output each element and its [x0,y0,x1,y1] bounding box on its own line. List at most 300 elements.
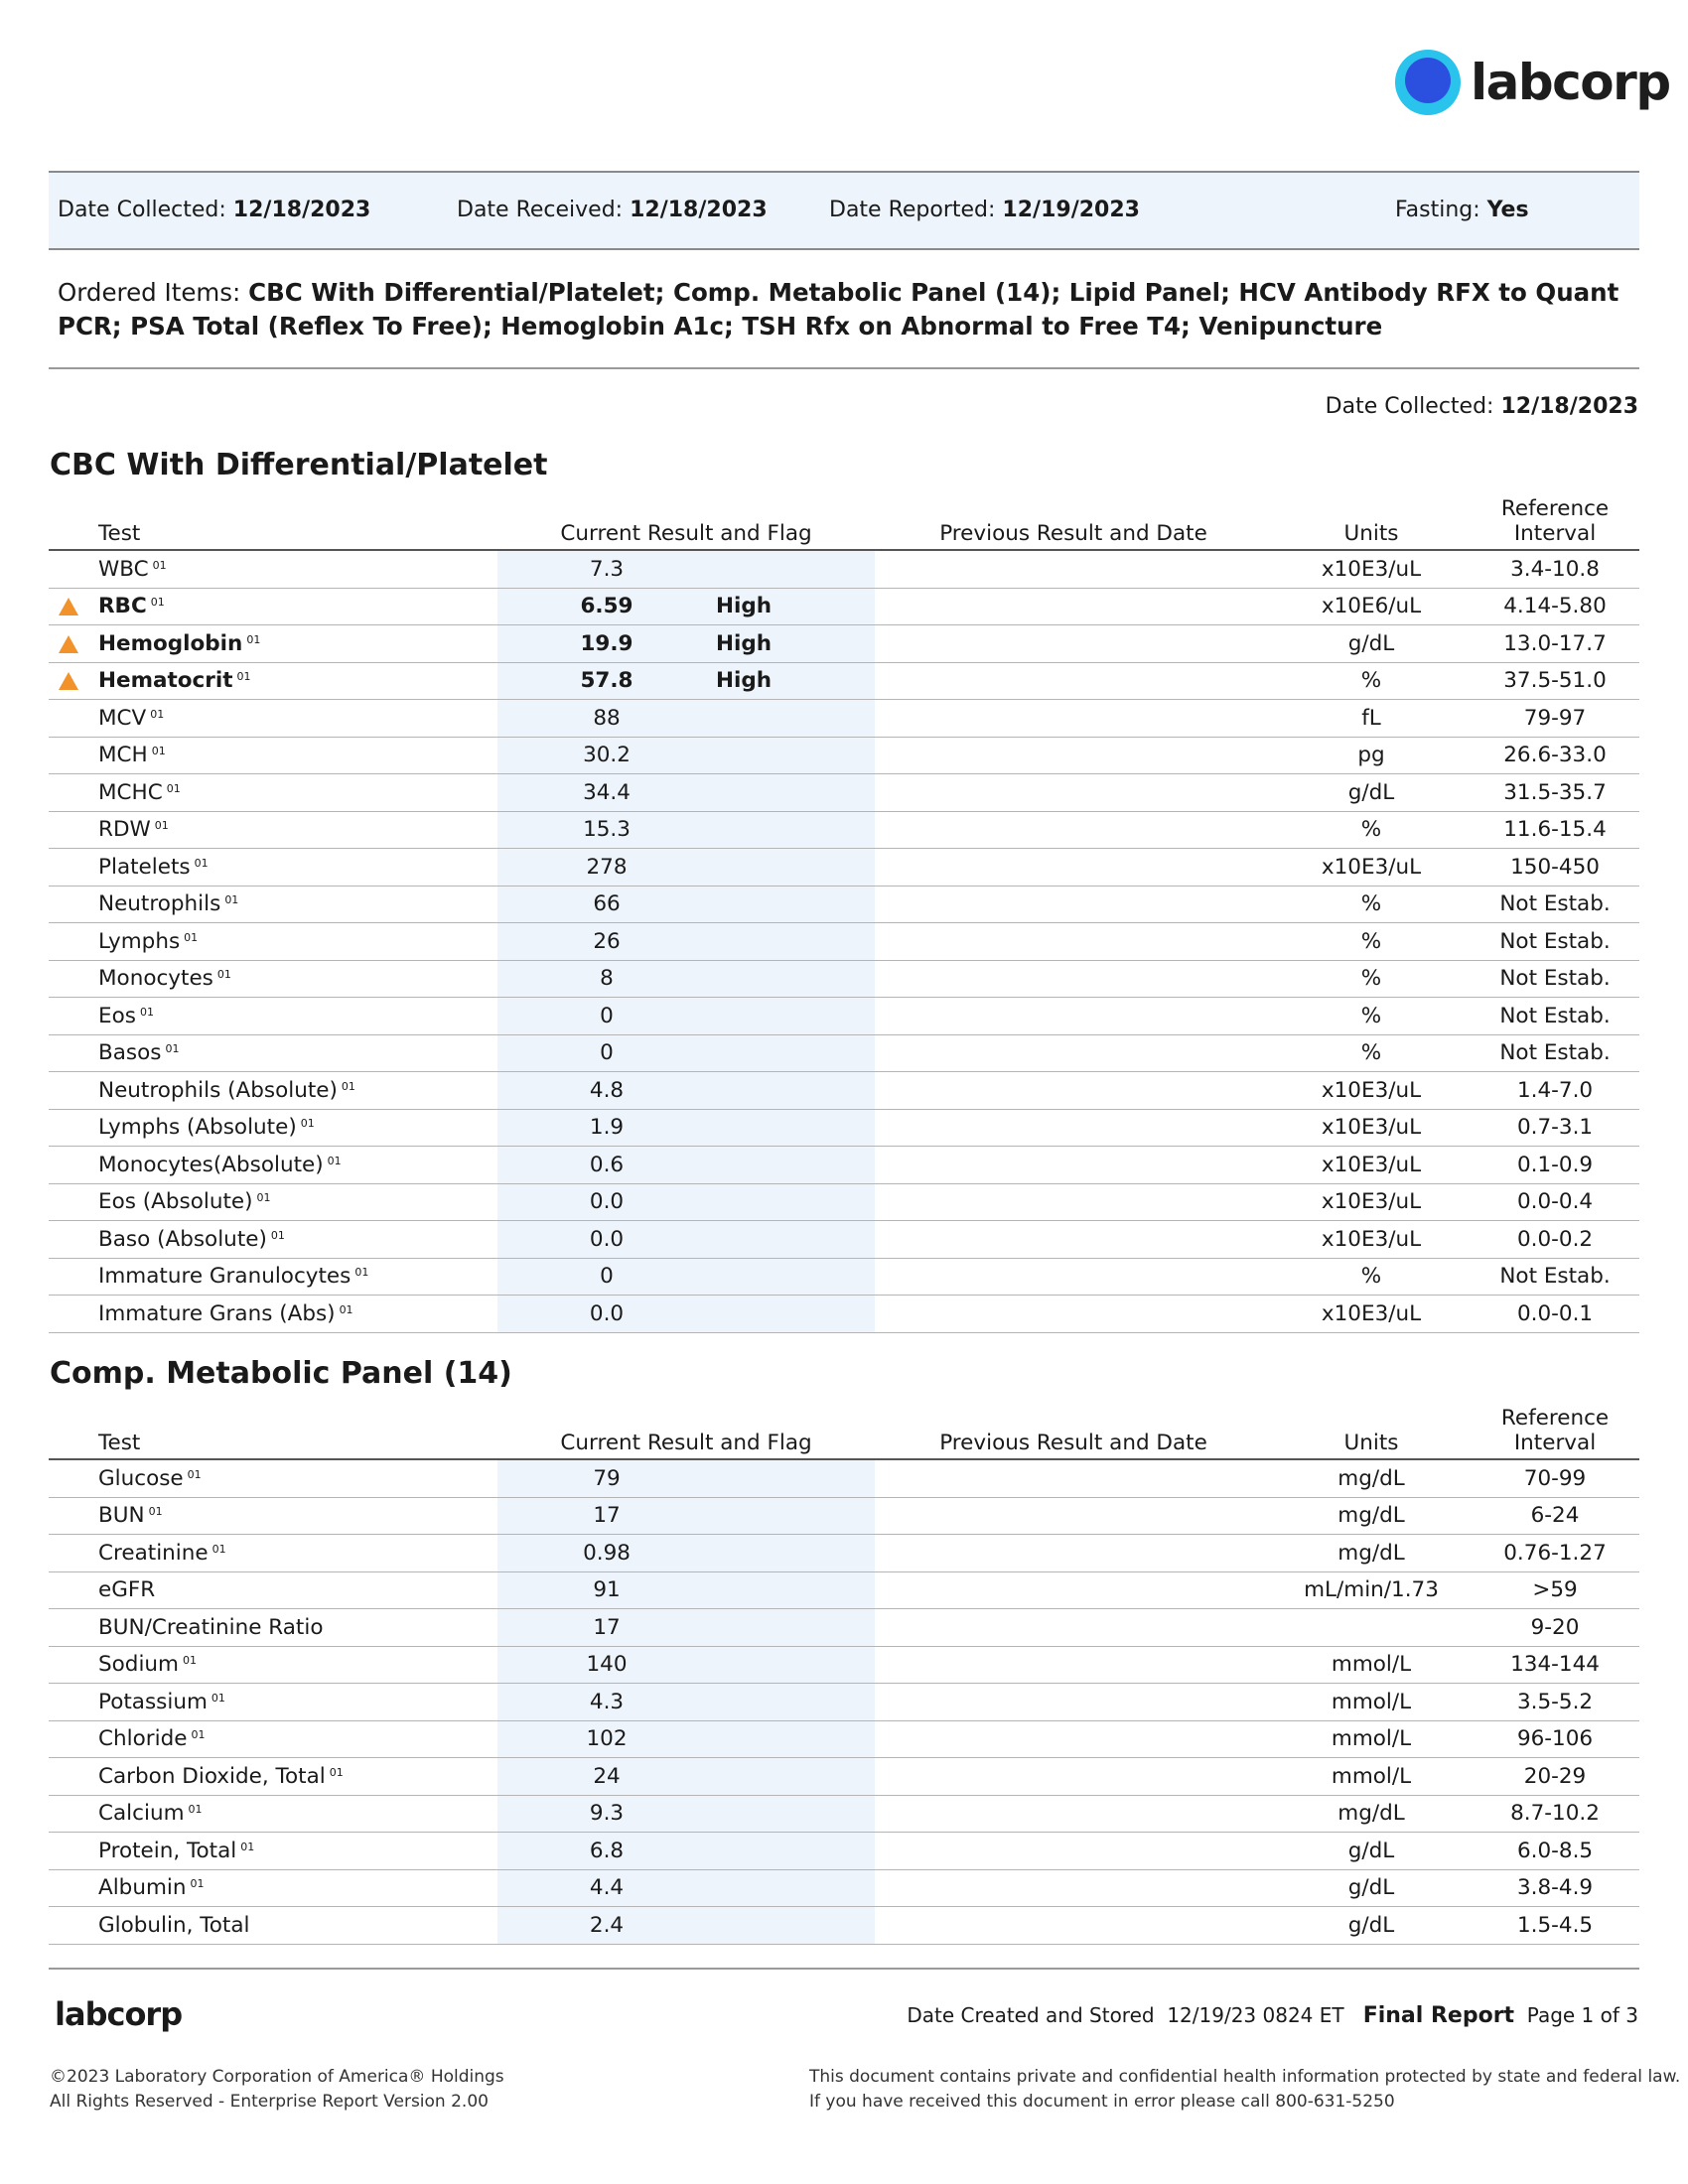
result-flag [716,1147,875,1184]
current-result: 9.3 [497,1795,716,1833]
result-flag [716,811,875,849]
test-name-text: Potassium [98,1689,208,1714]
previous-result [875,849,1272,887]
site-code: 01 [150,596,165,610]
test-name [98,1795,497,1833]
date-received: Date Received: 12/18/2023 [457,198,768,222]
table-row [49,1459,1639,1497]
result-flag [716,1869,875,1907]
result-flag: High [716,625,875,663]
units: x10E3/uL [1272,1296,1471,1333]
reference-interval: 70-99 [1471,1459,1639,1497]
flag-icon-cell [49,1109,98,1147]
table-row [49,1758,1639,1796]
units: pg [1272,737,1471,774]
site-code: 01 [194,856,209,870]
result-flag [716,886,875,923]
result-flag [716,737,875,774]
col-units: Units [1272,496,1471,550]
privacy-notice: This document contains private and confidential health information protected by state and federal law. If you have received this document in error please call 800-631-5250 [809,2067,1681,2112]
flag-icon-cell [49,1869,98,1907]
result-flag [716,550,875,588]
footer-logo: labcorp [55,1995,183,2033]
result-flag [716,1571,875,1609]
test-name-text: Hemoglobin [98,630,243,656]
current-result: 17 [497,1497,716,1535]
reference-interval: Not Estab. [1471,1258,1639,1296]
logo-circle-icon [1395,50,1461,115]
test-name-text: Protein, Total [98,1838,237,1863]
reference-interval: Not Estab. [1471,960,1639,998]
result-flag [716,998,875,1035]
table-row [49,1869,1639,1907]
units: g/dL [1272,1869,1471,1907]
units: mg/dL [1272,1459,1471,1497]
test-name [98,998,497,1035]
reference-interval: 1.5-4.5 [1471,1907,1639,1945]
warning-triangle-icon [59,635,78,653]
cmp-section-title: Comp. Metabolic Panel (14) [50,1356,512,1391]
test-name [98,1497,497,1535]
site-code: 01 [300,1117,315,1131]
flag-icon-cell [49,625,98,663]
result-flag [716,1296,875,1333]
site-code: 01 [187,1467,202,1481]
reference-interval: 4.14-5.80 [1471,588,1639,625]
test-name-text: Eos (Absolute) [98,1189,253,1215]
test-name-text: Monocytes(Absolute) [98,1152,324,1177]
logo-text: labcorp [1471,54,1670,111]
flag-icon-cell [49,1296,98,1333]
site-code: 01 [211,1691,225,1705]
previous-result [875,662,1272,700]
current-result: 30.2 [497,737,716,774]
current-result: 79 [497,1459,716,1497]
cbc-section-title: CBC With Differential/Platelet [50,448,548,482]
reference-interval: Not Estab. [1471,1034,1639,1072]
result-flag [716,923,875,961]
date-collected: Date Collected: 12/18/2023 [58,198,371,222]
test-name-text: BUN [98,1503,145,1529]
section-date-collected: Date Collected: 12/18/2023 [1325,394,1638,419]
test-name [98,1109,497,1147]
flag-icon-cell [49,1609,98,1647]
previous-result [875,1034,1272,1072]
test-name [98,1183,497,1221]
col-current: Current Result and Flag [497,1406,875,1459]
test-name-text: Platelets [98,854,191,880]
result-flag [716,1109,875,1147]
table-row [49,1497,1639,1535]
warning-triangle-icon [59,598,78,615]
reference-interval: 13.0-17.7 [1471,625,1639,663]
site-code: 01 [224,893,239,907]
result-flag [716,960,875,998]
test-name [98,774,497,812]
current-result: 88 [497,700,716,738]
result-flag: High [716,662,875,700]
test-name-text: Hematocrit [98,668,233,694]
previous-result [875,1720,1272,1758]
current-result: 0.0 [497,1183,716,1221]
reference-interval: 79-97 [1471,700,1639,738]
flag-icon-cell [49,1459,98,1497]
test-name-text: Neutrophils [98,891,221,917]
test-name [98,1907,497,1945]
flag-icon-cell [49,1907,98,1945]
table-row [49,1720,1639,1758]
table-row [49,662,1639,700]
site-code: 01 [166,781,181,795]
units: % [1272,998,1471,1035]
test-name-text: MCHC [98,779,163,805]
reference-interval: Not Estab. [1471,998,1639,1035]
test-name-text: Monocytes [98,966,213,992]
units: mmol/L [1272,1720,1471,1758]
current-result: 1.9 [497,1109,716,1147]
flag-icon-cell [49,960,98,998]
units: g/dL [1272,1833,1471,1870]
units: x10E3/uL [1272,550,1471,588]
site-code: 01 [148,1505,163,1519]
previous-result [875,625,1272,663]
table-row [49,1833,1639,1870]
table-row [49,960,1639,998]
flag-icon-cell [49,737,98,774]
previous-result [875,1459,1272,1497]
previous-result [875,1869,1272,1907]
table-row [49,774,1639,812]
table-row [49,923,1639,961]
fasting-status: Fasting: Yes [1395,198,1529,222]
result-flag [716,1535,875,1572]
site-code: 01 [270,1228,285,1242]
result-flag [716,1072,875,1110]
reference-interval: 37.5-51.0 [1471,662,1639,700]
test-name [98,1609,497,1647]
test-name-text: Immature Granulocytes [98,1264,352,1290]
site-code: 01 [339,1302,353,1316]
flag-icon-cell [49,774,98,812]
site-code: 01 [150,707,165,721]
test-name-text: eGFR [98,1577,156,1603]
previous-result [875,1296,1272,1333]
test-name-text: Glucose [98,1465,184,1491]
result-flag [716,700,875,738]
current-result: 66 [497,886,716,923]
col-test: Test [98,496,497,550]
reference-interval: 0.7-3.1 [1471,1109,1639,1147]
reference-interval: 150-450 [1471,849,1639,887]
table-row [49,1795,1639,1833]
previous-result [875,923,1272,961]
flag-icon-cell [49,1497,98,1535]
units: x10E6/uL [1272,588,1471,625]
previous-result [875,1221,1272,1259]
current-result: 24 [497,1758,716,1796]
test-name-text: Sodium [98,1652,179,1678]
table-row [49,550,1639,588]
test-name-text: Creatinine [98,1540,209,1566]
previous-result [875,1609,1272,1647]
col-reference: Reference Interval [1471,496,1639,550]
current-result: 19.9 [497,625,716,663]
test-name-text: RBC [98,594,147,619]
previous-result [875,700,1272,738]
result-flag [716,1258,875,1296]
current-result: 8 [497,960,716,998]
test-name [98,1459,497,1497]
reference-interval: 0.76-1.27 [1471,1535,1639,1572]
current-result: 34.4 [497,774,716,812]
result-flag [716,1684,875,1721]
flag-icon-cell [49,1034,98,1072]
reference-interval: 1.4-7.0 [1471,1072,1639,1110]
reference-interval: 3.5-5.2 [1471,1684,1639,1721]
test-name [98,1758,497,1796]
reference-interval: 0.1-0.9 [1471,1147,1639,1184]
site-code: 01 [183,1654,197,1668]
units: % [1272,1258,1471,1296]
reference-interval: 0.0-0.1 [1471,1296,1639,1333]
footer-report-info: Date Created and Stored 12/19/23 0824 ET Final Report Page 1 of 3 [907,2003,1638,2028]
current-result: 4.8 [497,1072,716,1110]
site-code: 01 [329,1765,344,1779]
reference-interval: 6.0-8.5 [1471,1833,1639,1870]
site-code: 01 [216,968,231,982]
table-row [49,1646,1639,1684]
table-row [49,1183,1639,1221]
current-result: 7.3 [497,550,716,588]
previous-result [875,886,1272,923]
flag-icon-cell [49,1258,98,1296]
previous-result [875,998,1272,1035]
current-result: 15.3 [497,811,716,849]
ordered-items: Ordered Items: CBC With Differential/Platelet; Comp. Metabolic Panel (14); Lipid Panel; HCV Antibody RFX to Quant PCR; PSA Total (Reflex To Free); Hemoglobin A1c; TSH Rfx on Abnormal to Free T4; Venipuncture [58,278,1619,341]
result-flag [716,1758,875,1796]
labcorp-logo [1395,48,1670,122]
units: x10E3/uL [1272,1072,1471,1110]
date-reported: Date Reported: 12/19/2023 [829,198,1140,222]
test-name [98,1221,497,1259]
table-row [49,1535,1639,1572]
table-row [49,1221,1639,1259]
test-name [98,886,497,923]
table-row [49,998,1639,1035]
site-code: 01 [327,1154,342,1167]
table-row [49,849,1639,887]
reference-interval: Not Estab. [1471,923,1639,961]
test-name [98,849,497,887]
test-name [98,588,497,625]
site-code: 01 [139,1005,154,1019]
current-result: 0.0 [497,1296,716,1333]
test-name [98,1571,497,1609]
units: g/dL [1272,774,1471,812]
site-code: 01 [341,1079,355,1093]
flag-icon-cell [49,588,98,625]
test-name-text: Baso (Absolute) [98,1226,267,1252]
table-row [49,1907,1639,1945]
site-code: 01 [240,1840,255,1853]
flag-icon-cell [49,1720,98,1758]
reference-interval: 20-29 [1471,1758,1639,1796]
cmp-results-table [49,1406,1639,1945]
page-number: Page 1 of 3 [1526,2003,1638,2027]
current-result: 0 [497,998,716,1035]
units: x10E3/uL [1272,1147,1471,1184]
flag-icon-cell [49,662,98,700]
units: % [1272,811,1471,849]
test-name [98,1684,497,1721]
flag-icon-cell [49,886,98,923]
col-current: Current Result and Flag [497,496,875,550]
result-flag [716,774,875,812]
site-code: 01 [190,1877,205,1891]
table-row [49,737,1639,774]
flag-icon-cell [49,1646,98,1684]
result-flag [716,849,875,887]
col-icon [49,1406,98,1459]
flag-icon-cell [49,923,98,961]
test-name [98,1296,497,1333]
previous-result [875,811,1272,849]
current-result: 278 [497,849,716,887]
table-row [49,625,1639,663]
units: % [1272,1034,1471,1072]
test-name [98,811,497,849]
test-name-text: Lymphs [98,928,181,954]
units: % [1272,886,1471,923]
table-row [49,886,1639,923]
previous-result [875,960,1272,998]
current-result: 0 [497,1034,716,1072]
units [1272,1609,1471,1647]
previous-result [875,774,1272,812]
table-row [49,1109,1639,1147]
table-row [49,588,1639,625]
flag-icon-cell [49,1147,98,1184]
table-row [49,1609,1639,1647]
table-row [49,700,1639,738]
table-row [49,1072,1639,1110]
reference-interval: 6-24 [1471,1497,1639,1535]
current-result: 102 [497,1720,716,1758]
units: x10E3/uL [1272,849,1471,887]
test-name-text: Chloride [98,1726,188,1752]
result-flag: High [716,588,875,625]
test-name [98,1147,497,1184]
result-flag [716,1907,875,1945]
current-result: 2.4 [497,1907,716,1945]
reference-interval: 134-144 [1471,1646,1639,1684]
flag-icon-cell [49,1684,98,1721]
previous-result [875,1147,1272,1184]
test-name [98,960,497,998]
result-flag [716,1459,875,1497]
warning-triangle-icon [59,672,78,690]
test-name [98,625,497,663]
result-flag [716,1221,875,1259]
test-name-text: Lymphs (Absolute) [98,1115,297,1141]
previous-result [875,1072,1272,1110]
current-result: 0.6 [497,1147,716,1184]
units: mmol/L [1272,1758,1471,1796]
previous-result [875,1183,1272,1221]
test-name [98,1034,497,1072]
previous-result [875,1907,1272,1945]
test-name [98,1720,497,1758]
result-flag [716,1795,875,1833]
units: mL/min/1.73 [1272,1571,1471,1609]
table-row [49,1258,1639,1296]
current-result: 6.59 [497,588,716,625]
current-result: 57.8 [497,662,716,700]
table-row [49,1571,1639,1609]
flag-icon-cell [49,1758,98,1796]
table-row [49,1684,1639,1721]
test-name-text: MCV [98,705,147,731]
result-flag [716,1034,875,1072]
previous-result [875,1535,1272,1572]
table-row [49,1034,1639,1072]
site-code: 01 [236,670,251,684]
table-row [49,1147,1639,1184]
test-name-text: Basos [98,1040,162,1066]
test-name [98,550,497,588]
previous-result [875,1795,1272,1833]
test-name [98,1833,497,1870]
reference-interval: 3.8-4.9 [1471,1869,1639,1907]
flag-icon-cell [49,1072,98,1110]
previous-result [875,1833,1272,1870]
test-name [98,700,497,738]
site-code: 01 [165,1042,180,1056]
current-result: 4.4 [497,1869,716,1907]
flag-icon-cell [49,811,98,849]
test-name-text: Immature Grans (Abs) [98,1300,336,1326]
result-flag [716,1646,875,1684]
col-test: Test [98,1406,497,1459]
test-name-text: Carbon Dioxide, Total [98,1763,326,1789]
units: % [1272,662,1471,700]
units: mmol/L [1272,1684,1471,1721]
col-previous: Previous Result and Date [875,1406,1272,1459]
reference-interval: 31.5-35.7 [1471,774,1639,812]
units: mg/dL [1272,1535,1471,1572]
current-result: 0.98 [497,1535,716,1572]
test-name [98,1535,497,1572]
cbc-results-table [49,496,1639,1333]
flag-icon-cell [49,998,98,1035]
test-name-text: BUN/Creatinine Ratio [98,1614,324,1640]
test-name [98,1869,497,1907]
previous-result [875,1646,1272,1684]
reference-interval: >59 [1471,1571,1639,1609]
reference-interval: 11.6-15.4 [1471,811,1639,849]
col-units: Units [1272,1406,1471,1459]
site-code: 01 [152,558,167,572]
flag-icon-cell [49,700,98,738]
test-name [98,1646,497,1684]
flag-icon-cell [49,1183,98,1221]
units: mg/dL [1272,1497,1471,1535]
units: g/dL [1272,1907,1471,1945]
result-flag [716,1497,875,1535]
site-code: 01 [191,1728,206,1742]
reference-interval: 26.6-33.0 [1471,737,1639,774]
col-previous: Previous Result and Date [875,496,1272,550]
